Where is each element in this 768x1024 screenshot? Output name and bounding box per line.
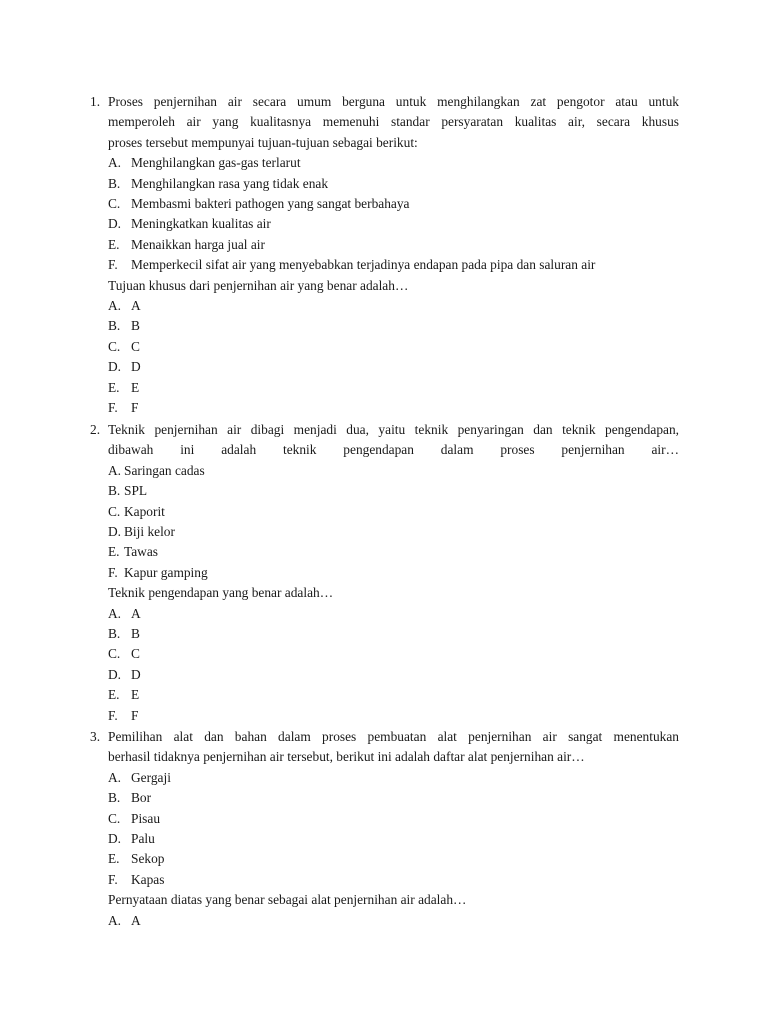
question-stem-line: dibawah ini adalah teknik pengendapan dalam proses penjernihan air… <box>108 442 679 458</box>
option-text: B <box>131 626 140 642</box>
option-letter: F. <box>108 400 118 416</box>
statement-item <box>108 214 679 234</box>
answer-option[interactable] <box>108 685 679 705</box>
option-letter: A. <box>108 298 122 314</box>
answer-option[interactable] <box>108 706 679 726</box>
statement-letter: D. <box>108 216 122 232</box>
answer-option[interactable] <box>108 337 679 357</box>
question-stem-line: Proses penjernihan air secara umum berguna untuk menghilangkan zat pengotor atau untuk <box>108 94 679 109</box>
option-letter: C. <box>108 646 121 662</box>
statement-letter: E. <box>108 851 120 867</box>
answer-option[interactable] <box>108 665 679 685</box>
question-number: 2. <box>90 422 101 437</box>
option-text: C <box>131 646 140 662</box>
statement-item <box>108 522 679 542</box>
option-text: D <box>131 359 141 375</box>
statement-letter: F. <box>108 564 118 580</box>
question-stem-line: memperoleh air yang kualitasnya memenuhi standar persyaratan kualitas air, secara khusus <box>108 114 679 130</box>
statement-text: Biji kelor <box>124 524 175 540</box>
option-text: A <box>131 912 141 928</box>
question-2 <box>90 420 679 726</box>
option-letter: E. <box>108 379 120 395</box>
statement-text: Kapur gamping <box>124 564 208 580</box>
statement-item <box>108 870 679 890</box>
statement-letter: B. <box>108 790 121 806</box>
statement-item <box>108 542 679 562</box>
question-prompt: Tujuan khusus dari penjernihan air yang benar adalah… <box>108 277 409 293</box>
statement-text: Pisau <box>131 810 161 826</box>
option-letter: A. <box>108 912 122 928</box>
statement-text: Menghilangkan rasa yang tidak enak <box>131 175 329 191</box>
answer-option[interactable] <box>108 296 679 316</box>
option-text: B <box>131 318 140 334</box>
statement-item <box>108 255 679 275</box>
statement-item <box>108 768 679 788</box>
option-letter: F. <box>108 707 118 723</box>
answer-option[interactable] <box>108 378 679 398</box>
statement-letter: F. <box>108 257 118 273</box>
statement-text: Tawas <box>124 544 159 560</box>
option-text: D <box>131 666 141 682</box>
option-letter: E. <box>108 687 120 703</box>
statement-item <box>108 461 679 481</box>
statement-letter: A. <box>108 769 122 785</box>
statement-item <box>108 502 679 522</box>
question-3 <box>90 727 679 931</box>
option-text: E <box>131 687 140 703</box>
statement-letter: A. <box>108 462 122 478</box>
statement-text: Bor <box>131 790 152 806</box>
statement-letter: B. <box>108 175 121 191</box>
question-number: 3. <box>90 729 101 744</box>
question-prompt: Teknik pengendapan yang benar adalah… <box>108 585 334 601</box>
question-number: 1. <box>90 94 101 109</box>
option-text: F <box>131 707 139 723</box>
statement-letter: D. <box>108 831 122 847</box>
statement-item <box>108 563 679 583</box>
option-text: A <box>131 605 141 621</box>
statement-item <box>108 174 679 194</box>
option-letter: B. <box>108 626 121 642</box>
statement-letter: F. <box>108 871 118 887</box>
statement-item <box>108 194 679 214</box>
question-stem-line: berhasil tidaknya penjernihan air tersebut, berikut ini adalah daftar alat penjernihan air… <box>108 749 585 765</box>
option-text: F <box>131 400 139 416</box>
statement-text: Gergaji <box>131 769 171 785</box>
question-prompt: Pernyataan diatas yang benar sebagai alat penjernihan air adalah… <box>108 892 467 908</box>
answer-option[interactable] <box>108 911 679 931</box>
answer-option[interactable] <box>108 604 679 624</box>
statement-text: Palu <box>131 831 155 847</box>
statement-letter: D. <box>108 524 122 540</box>
question-stem-line: Pemilihan alat dan bahan dalam proses pembuatan alat penjernihan air sangat menentukan <box>108 729 679 744</box>
statement-text: Sekop <box>131 851 165 867</box>
statement-letter: A. <box>108 155 122 171</box>
answer-option[interactable] <box>108 316 679 336</box>
statement-letter: C. <box>108 810 121 826</box>
option-text: A <box>131 298 141 314</box>
statement-letter: C. <box>108 503 121 519</box>
option-letter: D. <box>108 666 122 682</box>
option-letter: D. <box>108 359 122 375</box>
option-letter: C. <box>108 338 121 354</box>
statement-letter: B. <box>108 483 121 499</box>
statement-text: Kapas <box>131 871 165 887</box>
option-text: C <box>131 338 140 354</box>
statement-item <box>108 788 679 808</box>
statement-item <box>108 481 679 501</box>
question-stem-line: proses tersebut mempunyai tujuan-tujuan sebagai berikut: <box>108 134 418 150</box>
statement-text: Kaporit <box>124 503 165 519</box>
option-text: E <box>131 379 140 395</box>
statement-text: SPL <box>124 483 148 499</box>
question-stem-line: Teknik penjernihan air dibagi menjadi dua, yaitu teknik penyaringan dan teknik pengendapan, <box>108 422 679 437</box>
statement-text: Meningkatkan kualitas air <box>131 216 271 232</box>
option-letter: A. <box>108 605 122 621</box>
answer-option[interactable] <box>108 624 679 644</box>
statement-letter: C. <box>108 196 121 212</box>
statement-text: Saringan cadas <box>124 462 205 478</box>
statement-text: Memperkecil sifat air yang menyebabkan terjadinya endapan pada pipa dan saluran air <box>131 257 596 273</box>
statement-item <box>108 849 679 869</box>
answer-option[interactable] <box>108 357 679 377</box>
statement-item <box>108 235 679 255</box>
statement-text: Membasmi bakteri pathogen yang sangat berbahaya <box>131 196 410 212</box>
statement-item <box>108 153 679 173</box>
statement-item <box>108 829 679 849</box>
statement-item <box>108 809 679 829</box>
statement-text: Menghilangkan gas-gas terlarut <box>131 155 301 171</box>
statement-letter: E. <box>108 236 120 252</box>
answer-option[interactable] <box>108 644 679 664</box>
option-letter: B. <box>108 318 121 334</box>
statement-letter: E. <box>108 544 120 560</box>
answer-option[interactable] <box>108 398 679 418</box>
statement-text: Menaikkan harga jual air <box>131 236 265 252</box>
question-1 <box>90 92 679 419</box>
